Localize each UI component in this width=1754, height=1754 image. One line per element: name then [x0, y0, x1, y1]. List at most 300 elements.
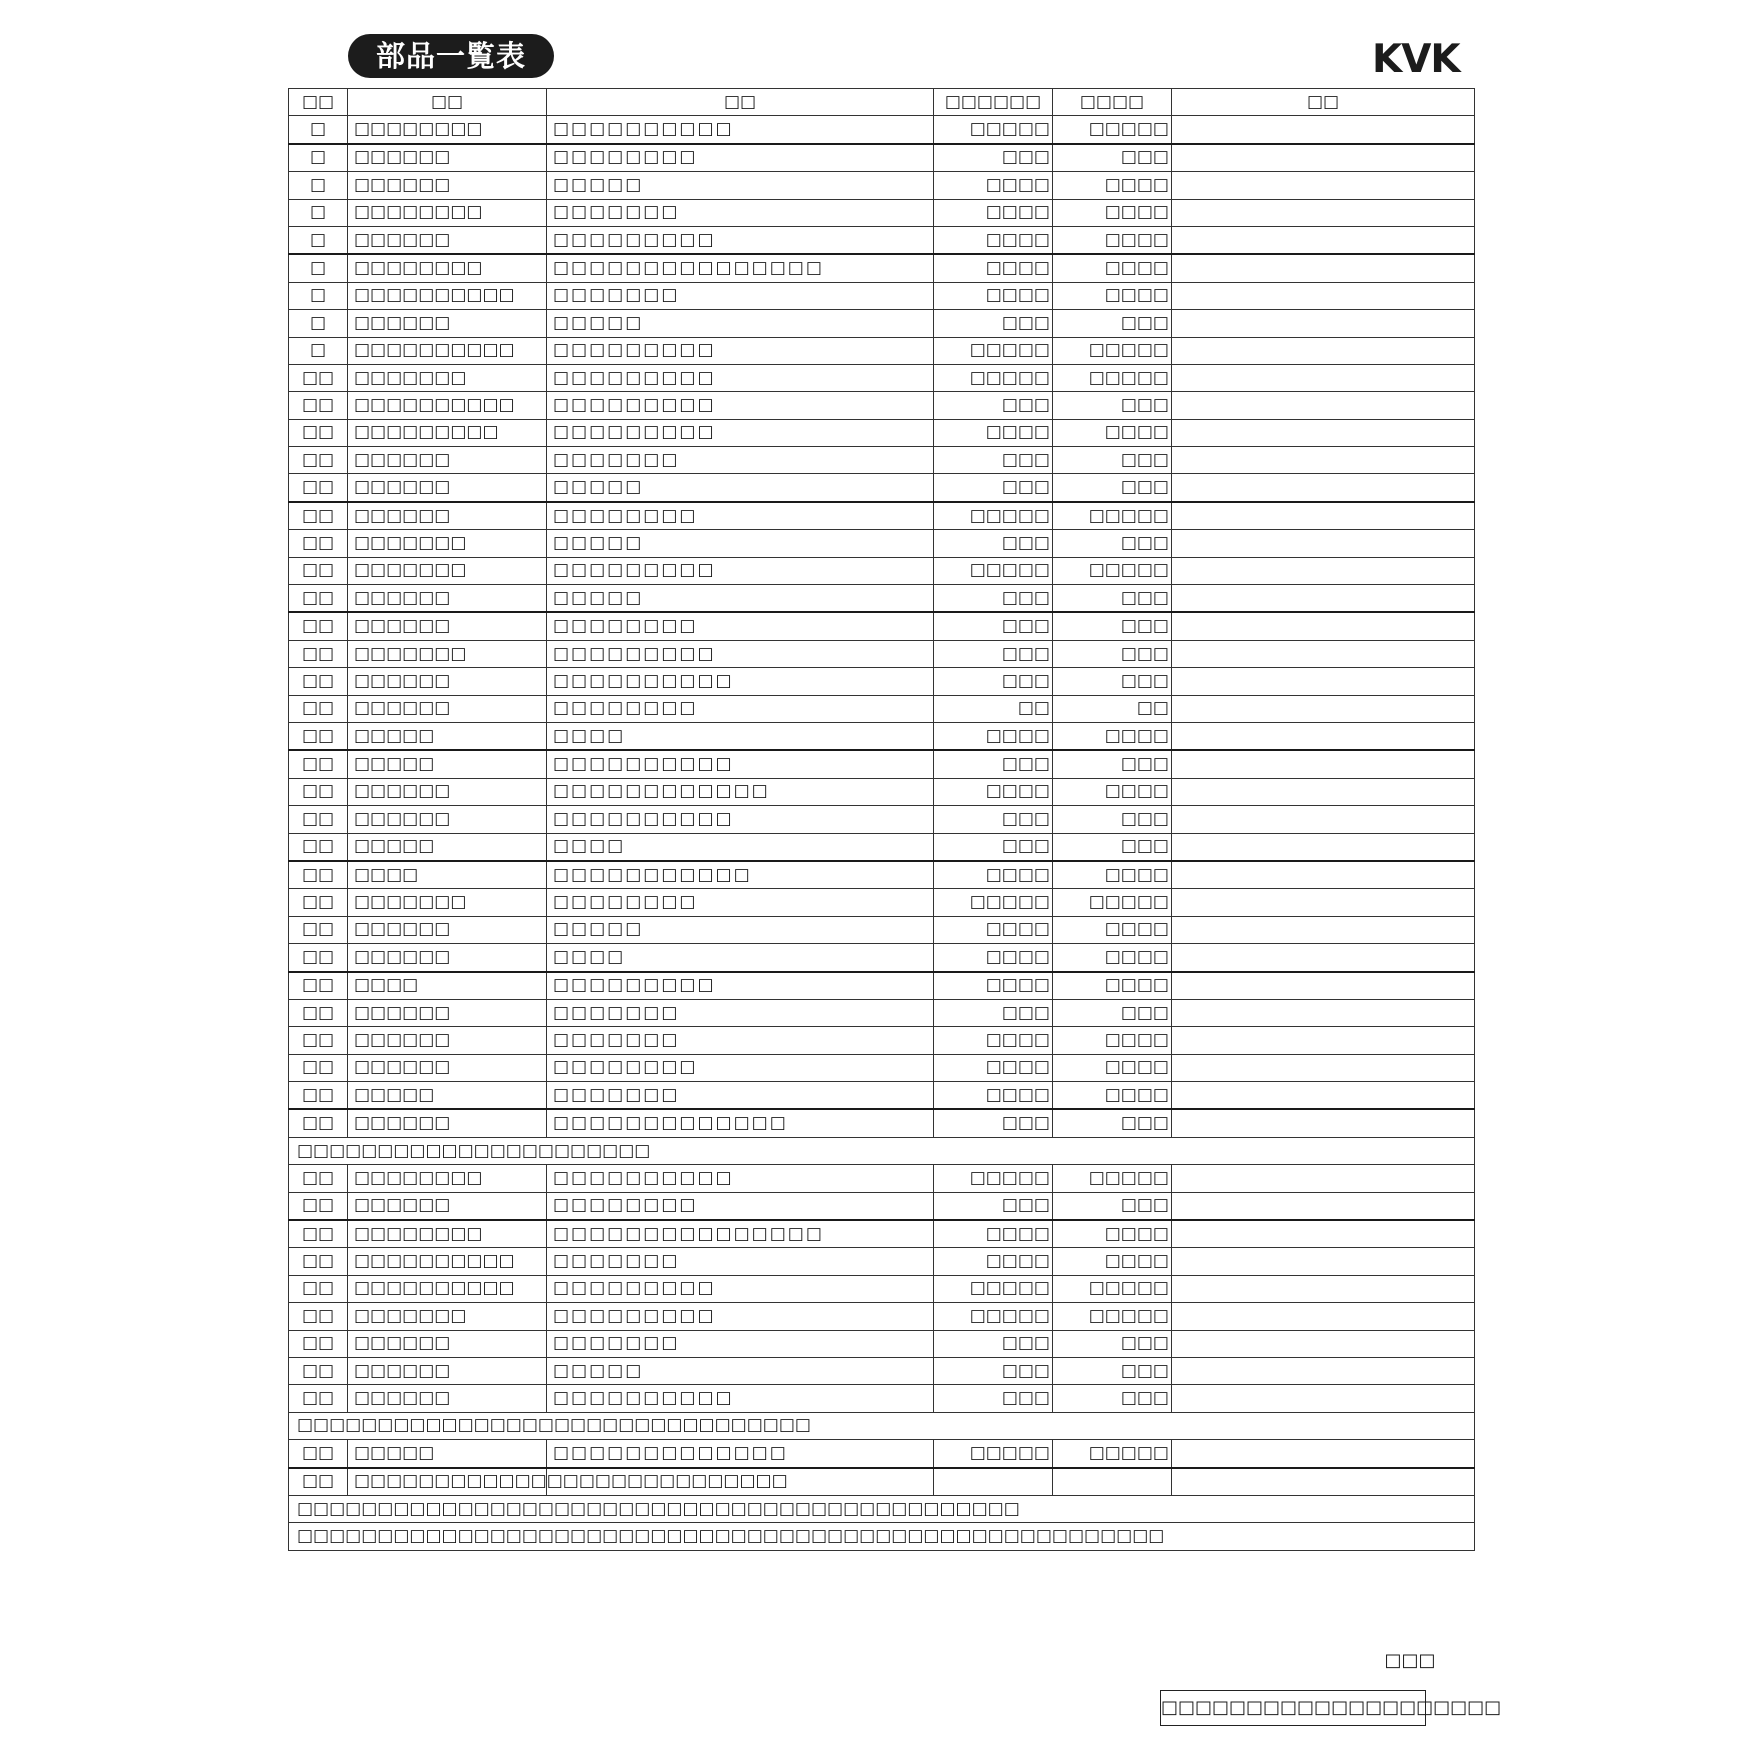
cell-price2: □□□□ — [1053, 1082, 1172, 1110]
cell-code: □□□□□□□□□ — [547, 392, 934, 419]
col-header-note: □□ — [1172, 89, 1475, 116]
table-row — [289, 861, 1475, 889]
cell-price2: □□□ — [1053, 1109, 1172, 1137]
cell-note — [1172, 392, 1475, 419]
cell-no: □□ — [289, 722, 348, 750]
cell-no: □□ — [289, 1220, 348, 1248]
cell-price2: □□□ — [1053, 1357, 1172, 1384]
cell-note — [1172, 806, 1475, 833]
cell-price2: □□□□□ — [1053, 889, 1172, 916]
cell-price1: □□□□ — [934, 972, 1053, 1000]
cell-note — [1172, 1468, 1475, 1496]
cell-price2: □□□□ — [1053, 1220, 1172, 1248]
cell-price2: □□□□ — [1053, 778, 1172, 805]
cell-price2: □□□ — [1053, 999, 1172, 1026]
cell-no: □ — [289, 199, 348, 226]
cell-no: □□ — [289, 778, 348, 805]
cell-name: □□□□□ — [348, 1082, 547, 1110]
cell-price1: □□□□□ — [934, 116, 1053, 144]
cell-code: □□□□□□□□ — [547, 144, 934, 172]
cell-name: □□□□ — [348, 861, 547, 889]
col-header-name: □□ — [348, 89, 547, 116]
cell-no: □□ — [289, 612, 348, 640]
cell-code: □□□□□□□□□ — [547, 337, 934, 364]
cell-code: □□□□□ — [547, 1357, 934, 1384]
table-row — [289, 116, 1475, 144]
table-row — [289, 1440, 1475, 1468]
table-row — [289, 337, 1475, 364]
cell-price2: □□□ — [1053, 474, 1172, 502]
cell-name: □□□□□□ — [348, 1192, 547, 1220]
cell-price1: □□□□ — [934, 916, 1053, 943]
cell-price1: □□□□□ — [934, 1303, 1053, 1330]
cell-name: □□□□□□□ — [348, 557, 547, 584]
document-id-box: □□□□□□□□□□□□□□□□□□□□ — [1160, 1690, 1426, 1726]
cell-name: □□□□□ — [348, 1440, 547, 1468]
cell-note — [1172, 722, 1475, 750]
cell-note — [1172, 695, 1475, 722]
note-text: □□□□□□□□□□□□□□□□□□□□□□ — [289, 1137, 1475, 1164]
cell-price2: □□□ — [1053, 144, 1172, 172]
cell-price1: □□□□ — [934, 944, 1053, 972]
cell-price1: □□□ — [934, 1385, 1053, 1412]
cell-code: □□□□ — [547, 722, 934, 750]
cell-price1: □□□□□ — [934, 1165, 1053, 1192]
table-row — [289, 668, 1475, 695]
cell-name: □□□□□□□□□□ — [348, 392, 547, 419]
cell-no: □□ — [289, 1303, 348, 1330]
cell-price2: □□□ — [1053, 585, 1172, 613]
table-row — [289, 612, 1475, 640]
cell-no: □□ — [289, 1357, 348, 1384]
cell-name: □□□□□□ — [348, 226, 547, 254]
cell-price2: □□□□ — [1053, 861, 1172, 889]
cell-name: □□□□□□ — [348, 1330, 547, 1357]
cell-no: □□ — [289, 447, 348, 474]
table-row — [289, 916, 1475, 943]
cell-price1: □□□□ — [934, 226, 1053, 254]
cell-code: □□□□□□□ — [547, 999, 934, 1026]
cell-name: □□□□□□□ — [348, 530, 547, 557]
cell-code: □□□□□□□□ — [547, 889, 934, 916]
cell-price2: □□□ — [1053, 640, 1172, 667]
cell-note — [1172, 1082, 1475, 1110]
cell-note — [1172, 778, 1475, 805]
cell-price1: □□□ — [934, 640, 1053, 667]
table-row — [289, 1468, 1475, 1496]
cell-code: □□□□□□□ — [547, 1248, 934, 1275]
cell-price1: □□□ — [934, 1357, 1053, 1384]
cell-price2: □□□□□ — [1053, 1275, 1172, 1302]
cell-note — [1172, 144, 1475, 172]
cell-price2: □□□□□ — [1053, 1303, 1172, 1330]
table-row — [289, 722, 1475, 750]
cell-no: □ — [289, 337, 348, 364]
cell-note — [1172, 999, 1475, 1026]
note-row — [289, 1412, 1475, 1439]
cell-no: □□ — [289, 1248, 348, 1275]
cell-price1: □□□□ — [934, 1220, 1053, 1248]
table-row — [289, 1303, 1475, 1330]
cell-price2: □□□ — [1053, 392, 1172, 419]
cell-price2 — [1053, 1468, 1172, 1496]
cell-price2: □□□□□ — [1053, 337, 1172, 364]
cell-note — [1172, 1330, 1475, 1357]
cell-code: □□□□□ — [547, 172, 934, 199]
cell-no: □□ — [289, 1385, 348, 1412]
table-body — [289, 116, 1475, 1550]
cell-price2: □□□ — [1053, 668, 1172, 695]
cell-no: □□ — [289, 419, 348, 446]
cell-note — [1172, 502, 1475, 530]
cell-price2: □□□ — [1053, 530, 1172, 557]
cell-code: □□□□□□□□□□□□□□□ — [547, 254, 934, 282]
cell-code: □□□□□□□□□ — [547, 557, 934, 584]
parts-table — [288, 88, 1475, 1551]
cell-price1: □□□□□ — [934, 502, 1053, 530]
table-row — [289, 144, 1475, 172]
cell-name: □□□□□□□□ — [348, 254, 547, 282]
table-row — [289, 1330, 1475, 1357]
note-text: □□□□□□□□□□□□□□□□□□□□□□□□□□□□□□□□□□□□□□□□□□□□□□□□□□□□□□ — [289, 1523, 1475, 1550]
cell-name: □□□□ — [348, 972, 547, 1000]
cell-no: □□ — [289, 1440, 348, 1468]
cell-note — [1172, 1303, 1475, 1330]
cell-code: □□□□□□□□ — [547, 1054, 934, 1081]
table-row — [289, 889, 1475, 916]
cell-name: □□□□□□□□□□ — [348, 1248, 547, 1275]
cell-note — [1172, 116, 1475, 144]
cell-code: □□□□□□□□□□□□□□□ — [547, 1220, 934, 1248]
cell-price1: □□□ — [934, 144, 1053, 172]
cell-price2: □□□□□ — [1053, 116, 1172, 144]
brand-logo: KVK — [1372, 37, 1460, 82]
cell-note — [1172, 282, 1475, 309]
cell-price2: □□□□□ — [1053, 364, 1172, 391]
cell-price1: □□□ — [934, 392, 1053, 419]
table-header-row — [289, 89, 1475, 116]
table-row — [289, 1192, 1475, 1220]
cell-price2: □□□□□ — [1053, 557, 1172, 584]
cell-note — [1172, 1109, 1475, 1137]
cell-note — [1172, 310, 1475, 337]
table-row — [289, 282, 1475, 309]
table-row — [289, 1275, 1475, 1302]
cell-no: □□ — [289, 944, 348, 972]
table-row — [289, 1220, 1475, 1248]
cell-price1: □□□□ — [934, 1027, 1053, 1054]
cell-note — [1172, 172, 1475, 199]
cell-name: □□□□□□ — [348, 172, 547, 199]
table-row — [289, 474, 1475, 502]
cell-note — [1172, 1054, 1475, 1081]
cell-code: □□□□□□□□□ — [547, 640, 934, 667]
cell-note — [1172, 861, 1475, 889]
cell-name: □□□□□□□ — [348, 889, 547, 916]
cell-code: □□□□□□□ — [547, 282, 934, 309]
cell-no: □□ — [289, 1468, 348, 1496]
cell-name: □□□□□□ — [348, 447, 547, 474]
cell-note — [1172, 1220, 1475, 1248]
cell-note — [1172, 750, 1475, 778]
cell-code: □□□□□□□□□□ — [547, 806, 934, 833]
cell-no: □□ — [289, 1109, 348, 1137]
table-row — [289, 392, 1475, 419]
cell-note — [1172, 833, 1475, 861]
cell-note — [1172, 612, 1475, 640]
cell-price1: □□□□ — [934, 1082, 1053, 1110]
table-row — [289, 530, 1475, 557]
table-row — [289, 199, 1475, 226]
cell-code: □□□□□ — [547, 585, 934, 613]
cell-note — [1172, 1275, 1475, 1302]
table-row — [289, 1054, 1475, 1081]
cell-price1: □□□ — [934, 1109, 1053, 1137]
cell-price1: □□□□ — [934, 1054, 1053, 1081]
cell-name: □□□□□□□□ — [348, 199, 547, 226]
cell-name: □□□□□□ — [348, 668, 547, 695]
cell-name: □□□□□□ — [348, 502, 547, 530]
cell-price2: □□□ — [1053, 1192, 1172, 1220]
cell-no: □ — [289, 254, 348, 282]
table-row — [289, 1385, 1475, 1412]
cell-name: □□□□□□□□ — [348, 1165, 547, 1192]
col-header-price1: □□□□□□ — [934, 89, 1053, 116]
cell-no: □□ — [289, 1027, 348, 1054]
cell-no: □□ — [289, 1082, 348, 1110]
cell-price2: □□□□ — [1053, 419, 1172, 446]
page-title: 部品一覧表 — [348, 34, 554, 78]
cell-no: □ — [289, 116, 348, 144]
cell-no: □□ — [289, 916, 348, 943]
table-row — [289, 1248, 1475, 1275]
cell-name: □□□□□□□□ — [348, 116, 547, 144]
cell-price2: □□□□ — [1053, 1027, 1172, 1054]
cell-price2: □□□□ — [1053, 226, 1172, 254]
cell-price1: □□□□□ — [934, 337, 1053, 364]
table-row — [289, 226, 1475, 254]
cell-note — [1172, 668, 1475, 695]
cell-note — [1172, 1165, 1475, 1192]
cell-code: □□□□□ — [547, 530, 934, 557]
note-row — [289, 1495, 1475, 1522]
cell-note — [1172, 530, 1475, 557]
cell-no: □□ — [289, 1054, 348, 1081]
table-row — [289, 1357, 1475, 1384]
cell-name: □□□□□ — [348, 833, 547, 861]
cell-no: □□ — [289, 474, 348, 502]
cell-price1: □□□□□ — [934, 1275, 1053, 1302]
cell-note — [1172, 557, 1475, 584]
cell-price1: □□□□ — [934, 419, 1053, 446]
cell-name: □□□□□□□ — [348, 640, 547, 667]
cell-name: □□□□□□ — [348, 585, 547, 613]
cell-note — [1172, 889, 1475, 916]
cell-price1: □□□□ — [934, 172, 1053, 199]
cell-note — [1172, 1440, 1475, 1468]
table-row — [289, 695, 1475, 722]
cell-no: □□ — [289, 889, 348, 916]
cell-no: □□ — [289, 1192, 348, 1220]
table-row — [289, 999, 1475, 1026]
cell-code: □□□□□□□□□ — [547, 364, 934, 391]
cell-name: □□□□□□ — [348, 612, 547, 640]
cell-code: □□□□□□□□□□ — [547, 750, 934, 778]
cell-code: □□□□□ — [547, 916, 934, 943]
cell-name: □□□□□□ — [348, 1027, 547, 1054]
cell-name: □□□□□□ — [348, 806, 547, 833]
cell-code: □□□□□□□□□ — [547, 1303, 934, 1330]
cell-code: □□□□□□□□□□ — [547, 668, 934, 695]
col-header-price2: □□□□ — [1053, 89, 1172, 116]
cell-code: □□□□□□□□ — [547, 695, 934, 722]
cell-code: □□□□□□□ — [547, 1330, 934, 1357]
cell-price1: □□□ — [934, 999, 1053, 1026]
cell-price2: □□□□□ — [1053, 1440, 1172, 1468]
cell-price1: □□□□ — [934, 282, 1053, 309]
cell-note — [1172, 1248, 1475, 1275]
cell-no: □□ — [289, 833, 348, 861]
col-header-no: □□ — [289, 89, 348, 116]
cell-note — [1172, 944, 1475, 972]
cell-no: □□ — [289, 668, 348, 695]
cell-price1: □□□ — [934, 1330, 1053, 1357]
cell-name: □□□□□□ — [348, 999, 547, 1026]
cell-price2: □□□ — [1053, 833, 1172, 861]
cell-name: □□□□□□ — [348, 144, 547, 172]
cell-price1: □□□□ — [934, 722, 1053, 750]
cell-price2: □□□ — [1053, 447, 1172, 474]
table-row — [289, 557, 1475, 584]
table-row — [289, 778, 1475, 805]
cell-price2: □□□□□ — [1053, 1165, 1172, 1192]
table-row — [289, 833, 1475, 861]
cell-note — [1172, 585, 1475, 613]
cell-no: □□ — [289, 972, 348, 1000]
cell-no: □□ — [289, 557, 348, 584]
cell-code: □□□□□□□ — [547, 1082, 934, 1110]
cell-note — [1172, 226, 1475, 254]
cell-code: □□□□□□□□□□□ — [547, 861, 934, 889]
cell-note — [1172, 254, 1475, 282]
cell-name: □□□□□□□ — [348, 364, 547, 391]
cell-note — [1172, 337, 1475, 364]
cell-price1: □□□ — [934, 612, 1053, 640]
cell-price2: □□□□ — [1053, 1248, 1172, 1275]
cell-name: □□□□□□ — [348, 1385, 547, 1412]
cell-note — [1172, 419, 1475, 446]
cell-price2: □□□ — [1053, 310, 1172, 337]
cell-price1: □□□□□ — [934, 889, 1053, 916]
cell-price2: □□□□□ — [1053, 502, 1172, 530]
cell-no: □□ — [289, 1275, 348, 1302]
table-row — [289, 254, 1475, 282]
cell-name: □□□□□□□□□□ — [348, 282, 547, 309]
cell-code: □□□□□□□ — [547, 199, 934, 226]
cell-note — [1172, 474, 1475, 502]
cell-price1: □□□□□ — [934, 1440, 1053, 1468]
cell-name: □□□□□ — [348, 722, 547, 750]
cell-price2: □□□□ — [1053, 254, 1172, 282]
cell-price1 — [934, 1468, 1053, 1496]
note-row — [289, 1523, 1475, 1550]
cell-name: □□□□□□ — [348, 916, 547, 943]
cell-note — [1172, 447, 1475, 474]
cell-price2: □□□□ — [1053, 944, 1172, 972]
cell-price1: □□□ — [934, 1192, 1053, 1220]
cell-price2: □□□□ — [1053, 172, 1172, 199]
cell-code: □□□□□□□ — [547, 447, 934, 474]
cell-note — [1172, 972, 1475, 1000]
cell-price2: □□□□ — [1053, 199, 1172, 226]
cell-code: □□□□□□□□□ — [547, 226, 934, 254]
cell-code: □□□□□□□□ — [547, 612, 934, 640]
cell-no: □□ — [289, 1165, 348, 1192]
cell-no: □ — [289, 226, 348, 254]
table-row — [289, 1027, 1475, 1054]
cell-price2: □□□□ — [1053, 1054, 1172, 1081]
cell-code: □□□□□□□□ — [547, 1192, 934, 1220]
cell-price2: □□□□ — [1053, 282, 1172, 309]
cell-name: □□□□□□□□ — [348, 1220, 547, 1248]
cell-code: □□□□ — [547, 833, 934, 861]
cell-no: □□ — [289, 806, 348, 833]
cell-name: □□□□□□□□□□□□□□□□□□□□□□□□□□□ — [348, 1468, 547, 1496]
cell-price1: □□□ — [934, 833, 1053, 861]
cell-name: □□□□□□ — [348, 695, 547, 722]
cell-price2: □□ — [1053, 695, 1172, 722]
cell-code: □□□□□□□□□ — [547, 972, 934, 1000]
col-header-code: □□ — [547, 89, 934, 116]
cell-code: □□□□□□□ — [547, 1027, 934, 1054]
cell-code: □□□□□□□□□□□□ — [547, 778, 934, 805]
table-row — [289, 806, 1475, 833]
cell-price1: □□□ — [934, 310, 1053, 337]
cell-price2: □□□ — [1053, 806, 1172, 833]
cell-price1: □□□□ — [934, 861, 1053, 889]
cell-note — [1172, 364, 1475, 391]
table-row — [289, 944, 1475, 972]
cell-no: □□ — [289, 502, 348, 530]
cell-no: □□ — [289, 585, 348, 613]
cell-code: □□□□ — [547, 944, 934, 972]
table-row — [289, 585, 1475, 613]
cell-code: □□□□□□□□□□ — [547, 116, 934, 144]
page-number: □□□ — [1384, 1650, 1436, 1671]
cell-code: □□□□□□□□□□ — [547, 1165, 934, 1192]
cell-no: □□ — [289, 1330, 348, 1357]
cell-no: □□ — [289, 750, 348, 778]
cell-name: □□□□□ — [348, 750, 547, 778]
cell-name: □□□□□□□□□□ — [348, 337, 547, 364]
table-row — [289, 972, 1475, 1000]
table-row — [289, 1165, 1475, 1192]
cell-name: □□□□□□□□□□ — [348, 1275, 547, 1302]
cell-code: □□□□□ — [547, 310, 934, 337]
cell-code: □□□□□ — [547, 474, 934, 502]
cell-name: □□□□□□ — [348, 1054, 547, 1081]
cell-price1: □□□ — [934, 668, 1053, 695]
cell-code: □□□□□□□□ — [547, 502, 934, 530]
cell-name: □□□□□□ — [348, 778, 547, 805]
cell-name: □□□□□□□□□ — [348, 419, 547, 446]
cell-price2: □□□ — [1053, 750, 1172, 778]
cell-code: □□□□□□□□□ — [547, 419, 934, 446]
cell-price2: □□□ — [1053, 612, 1172, 640]
table-row — [289, 640, 1475, 667]
table-row — [289, 419, 1475, 446]
cell-no: □ — [289, 310, 348, 337]
